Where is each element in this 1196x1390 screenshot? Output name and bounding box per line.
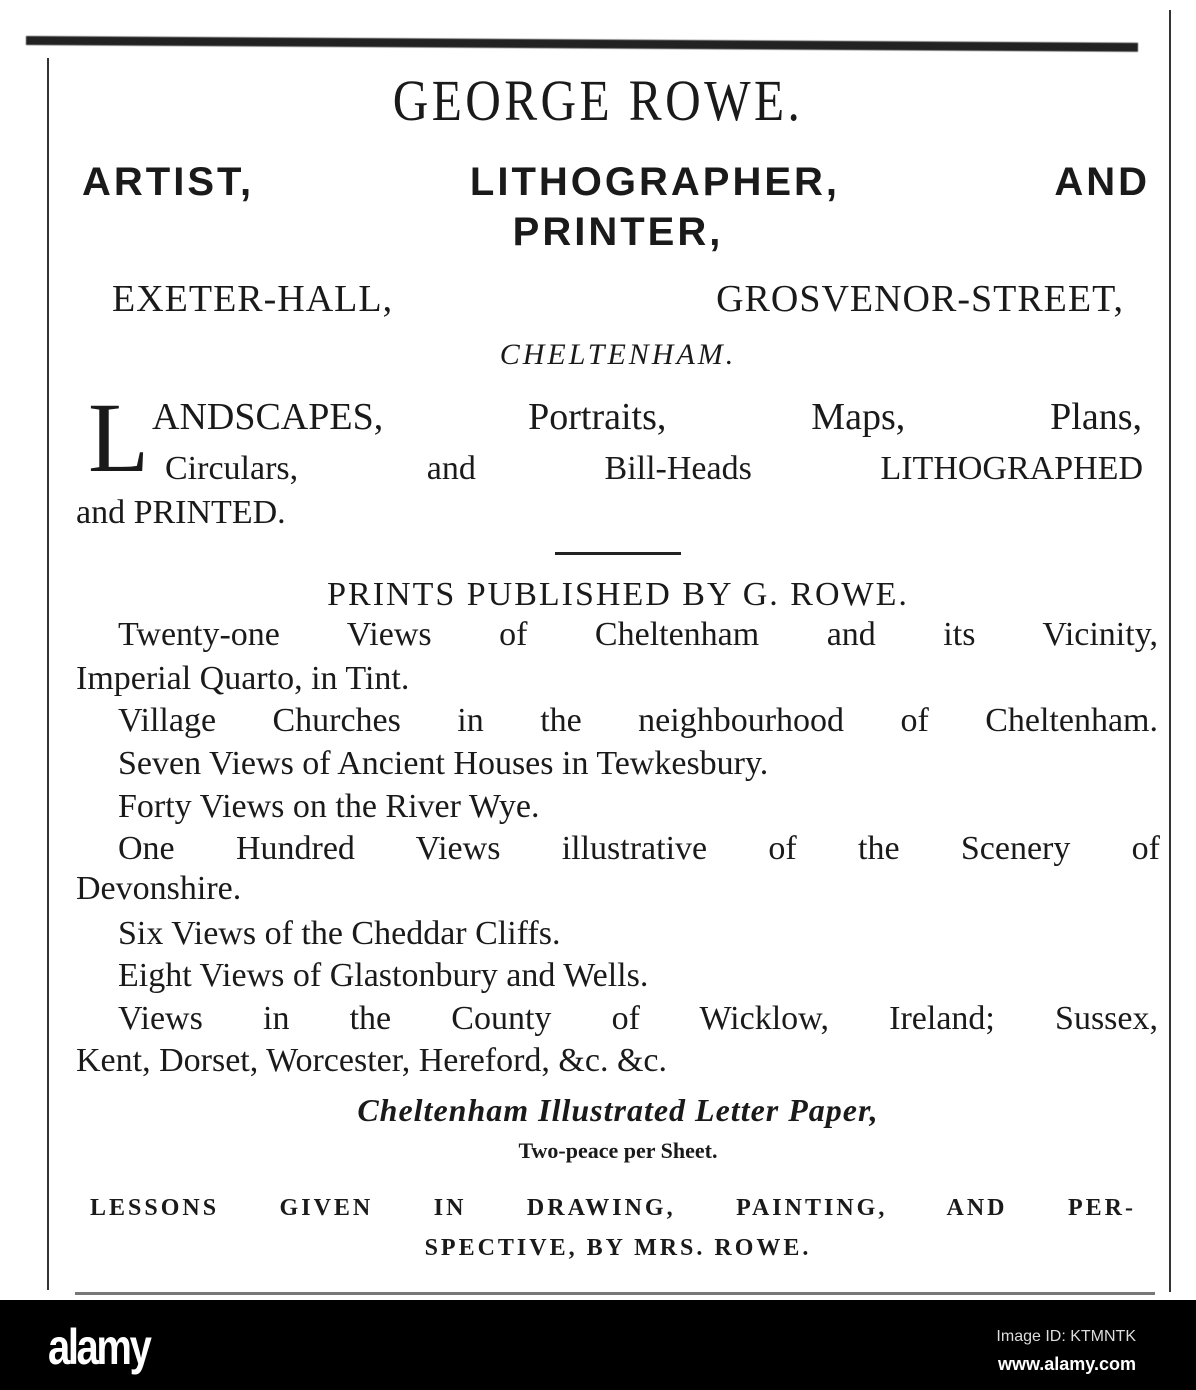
services-line-3: and PRINTED. [76,494,286,531]
print-item: Village Churches in the neighbourhood of Cheltenham. [118,702,1158,739]
print-item: Forty Views on the River Wye. [118,788,540,825]
top-rule [26,36,1138,52]
drop-cap: L [88,382,150,493]
print-item: Views in the County of Wicklow, Ireland; Sussex, [118,1000,1158,1037]
print-item: Eight Views of Glastonbury and Wells. [118,957,649,994]
advertiser-name: GEORGE ROWE. [392,68,804,133]
alamy-logo: alamy [48,1319,150,1375]
services-line-2: Circulars, and Bill-Heads LITHOGRAPHED [165,450,1143,487]
print-item: One Hundred Views illustrative of the Scenery of [118,830,1160,867]
print-item: Twenty-one Views of Cheltenham and its Vicinity, [118,616,1158,653]
site-url: www.alamy.com [997,1354,1136,1374]
town: CHELTENHAM. [499,338,737,371]
lessons-line-1: LESSONS GIVEN IN DRAWING, PAINTING, AND PER- [90,1195,1136,1221]
divider [555,552,681,555]
print-item: Devonshire. [76,870,242,907]
watermark-band [0,1300,1196,1390]
image-id: Image ID: KTMNTK [996,1328,1136,1345]
print-item: Seven Views of Ancient Houses in Tewkesbury. [118,745,769,782]
lessons-line-2: SPECTIVE, BY MRS. ROWE. [424,1235,812,1261]
letter-paper: Cheltenham Illustrated Letter Paper, [357,1092,879,1128]
prints-heading: PRINTS PUBLISHED BY G. ROWE. [327,576,909,613]
address: EXETER-HALL, GROSVENOR-STREET, [112,278,1124,320]
bottom-rule [75,1292,1155,1295]
profession-line-2: PRINTER, [512,210,724,254]
print-item: Imperial Quarto, in Tint. [76,660,410,697]
profession-line-1: ARTIST, LITHOGRAPHER, AND [82,160,1150,204]
services-line-1: ANDSCAPES, Portraits, Maps, Plans, [152,396,1142,438]
print-item: Six Views of the Cheddar Cliffs. [118,915,561,952]
print-item: Kent, Dorset, Worcester, Hereford, &c. &c. [76,1042,667,1079]
letter-paper-price: Two-peace per Sheet. [518,1138,718,1163]
